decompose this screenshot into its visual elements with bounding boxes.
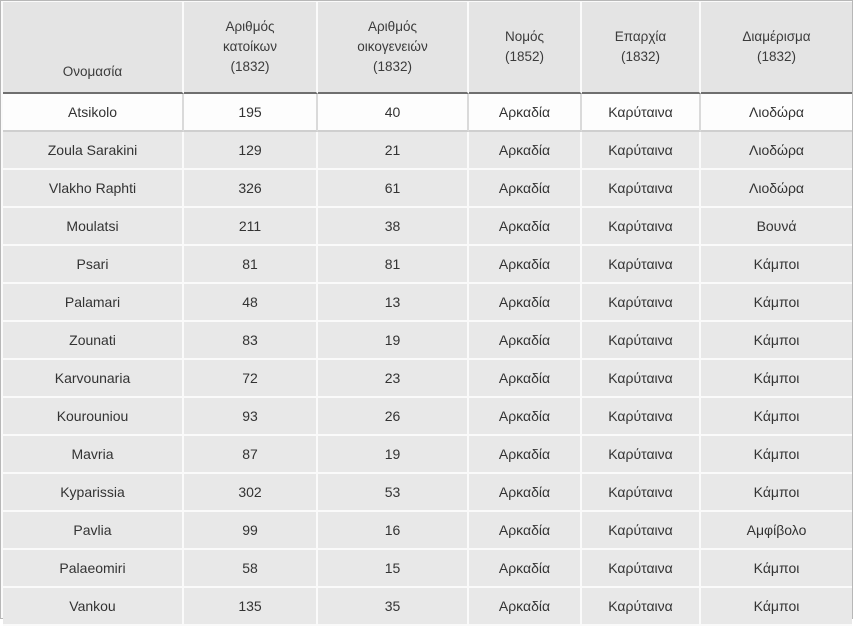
column-header-line: Διαμέρισμα <box>742 29 811 44</box>
header-row <box>3 2 852 94</box>
cell-name: Kyparissia <box>3 474 184 512</box>
cell-inhabitants: 72 <box>184 360 318 398</box>
column-header-inhabitants <box>184 2 318 94</box>
column-header-line: Ονομασία <box>62 64 123 79</box>
cell-prefecture: Αρκαδία <box>469 436 582 474</box>
cell-inhabitants: 58 <box>184 550 318 588</box>
table-row <box>3 132 852 170</box>
column-header-name <box>3 2 184 94</box>
cell-inhabitants: 83 <box>184 322 318 360</box>
cell-families: 21 <box>318 132 469 170</box>
table-row <box>3 474 852 512</box>
column-header-prefecture <box>469 2 582 94</box>
cell-province: Καρύταινα <box>582 246 701 284</box>
column-header-line: Αριθμός <box>225 19 275 34</box>
column-header-line: (1852) <box>504 49 545 64</box>
table-row <box>3 512 852 550</box>
cell-name: Zoula Sarakini <box>3 132 184 170</box>
table-header <box>3 2 852 94</box>
cell-district: Κάμποι <box>701 246 852 284</box>
column-header-line: (1832) <box>756 49 797 64</box>
cell-families: 15 <box>318 550 469 588</box>
cell-inhabitants: 81 <box>184 246 318 284</box>
table-row <box>3 436 852 474</box>
table-row <box>3 284 852 322</box>
table-body <box>3 94 852 626</box>
table-row <box>3 550 852 588</box>
column-header-district <box>701 2 852 94</box>
cell-families: 81 <box>318 246 469 284</box>
table-row <box>3 94 852 132</box>
cell-province: Καρύταινα <box>582 436 701 474</box>
cell-province: Καρύταινα <box>582 94 701 132</box>
cell-name: Pavlia <box>3 512 184 550</box>
cell-province: Καρύταινα <box>582 170 701 208</box>
cell-families: 35 <box>318 588 469 626</box>
cell-province: Καρύταινα <box>582 132 701 170</box>
cell-prefecture: Αρκαδία <box>469 208 582 246</box>
column-header-line: (1832) <box>230 59 270 74</box>
column-header-families <box>318 2 469 94</box>
cell-prefecture: Αρκαδία <box>469 398 582 436</box>
cell-name: Vlakho Raphti <box>3 170 184 208</box>
cell-prefecture: Αρκαδία <box>469 588 582 626</box>
cell-name: Atsikolo <box>3 94 184 132</box>
cell-district: Λιοδώρα <box>701 170 852 208</box>
cell-inhabitants: 135 <box>184 588 318 626</box>
cell-province: Καρύταινα <box>582 588 701 626</box>
cell-inhabitants: 195 <box>184 94 318 132</box>
column-header-line: (1832) <box>372 59 413 74</box>
cell-district: Λιοδώρα <box>701 94 852 132</box>
cell-district: Κάμποι <box>701 474 852 512</box>
cell-name: Moulatsi <box>3 208 184 246</box>
cell-families: 40 <box>318 94 469 132</box>
cell-inhabitants: 99 <box>184 512 318 550</box>
cell-name: Kourouniou <box>3 398 184 436</box>
cell-families: 23 <box>318 360 469 398</box>
table-row <box>3 170 852 208</box>
column-header-line: κατοίκων <box>223 39 277 54</box>
cell-name: Palaeomiri <box>3 550 184 588</box>
table-row <box>3 246 852 284</box>
cell-inhabitants: 93 <box>184 398 318 436</box>
cell-district: Αμφίβολο <box>701 512 852 550</box>
column-header-province <box>582 2 701 94</box>
table-row <box>3 360 852 398</box>
column-header-line: οικογενειών <box>357 39 428 54</box>
cell-families: 19 <box>318 436 469 474</box>
cell-inhabitants: 87 <box>184 436 318 474</box>
cell-province: Καρύταινα <box>582 398 701 436</box>
table-row <box>3 588 852 626</box>
cell-district: Βουνά <box>701 208 852 246</box>
cell-prefecture: Αρκαδία <box>469 132 582 170</box>
cell-prefecture: Αρκαδία <box>469 474 582 512</box>
cell-name: Psari <box>3 246 184 284</box>
table-row <box>3 398 852 436</box>
cell-district: Κάμποι <box>701 550 852 588</box>
cell-prefecture: Αρκαδία <box>469 246 582 284</box>
cell-province: Καρύταινα <box>582 284 701 322</box>
column-header-line: Επαρχία <box>614 29 667 44</box>
cell-inhabitants: 302 <box>184 474 318 512</box>
cell-families: 19 <box>318 322 469 360</box>
cell-prefecture: Αρκαδία <box>469 284 582 322</box>
cell-families: 16 <box>318 512 469 550</box>
cell-prefecture: Αρκαδία <box>469 322 582 360</box>
cell-families: 26 <box>318 398 469 436</box>
cell-district: Λιοδώρα <box>701 132 852 170</box>
cell-families: 53 <box>318 474 469 512</box>
cell-families: 38 <box>318 208 469 246</box>
cell-province: Καρύταινα <box>582 474 701 512</box>
cell-name: Palamari <box>3 284 184 322</box>
cell-district: Κάμποι <box>701 322 852 360</box>
cell-district: Κάμποι <box>701 398 852 436</box>
cell-district: Κάμποι <box>701 588 852 626</box>
cell-district: Κάμποι <box>701 360 852 398</box>
cell-families: 61 <box>318 170 469 208</box>
cell-inhabitants: 48 <box>184 284 318 322</box>
cell-province: Καρύταινα <box>582 360 701 398</box>
cell-province: Καρύταινα <box>582 512 701 550</box>
cell-district: Κάμποι <box>701 284 852 322</box>
column-header-line: (1832) <box>620 49 661 64</box>
cell-province: Καρύταινα <box>582 550 701 588</box>
cell-prefecture: Αρκαδία <box>469 94 582 132</box>
cell-prefecture: Αρκαδία <box>469 550 582 588</box>
settlements-table <box>3 2 852 626</box>
table-row <box>3 322 852 360</box>
column-header-line: Αριθμός <box>368 19 417 34</box>
column-header-line: Νομός <box>504 29 545 44</box>
cell-prefecture: Αρκαδία <box>469 360 582 398</box>
table-row <box>3 208 852 246</box>
cell-name: Vankou <box>3 588 184 626</box>
cell-prefecture: Αρκαδία <box>469 512 582 550</box>
cell-district: Κάμποι <box>701 436 852 474</box>
cell-province: Καρύταινα <box>582 322 701 360</box>
cell-families: 13 <box>318 284 469 322</box>
cell-province: Καρύταινα <box>582 208 701 246</box>
cell-name: Karvounaria <box>3 360 184 398</box>
cell-inhabitants: 129 <box>184 132 318 170</box>
cell-name: Mavria <box>3 436 184 474</box>
cell-name: Zounati <box>3 322 184 360</box>
cell-inhabitants: 211 <box>184 208 318 246</box>
cell-prefecture: Αρκαδία <box>469 170 582 208</box>
cell-inhabitants: 326 <box>184 170 318 208</box>
